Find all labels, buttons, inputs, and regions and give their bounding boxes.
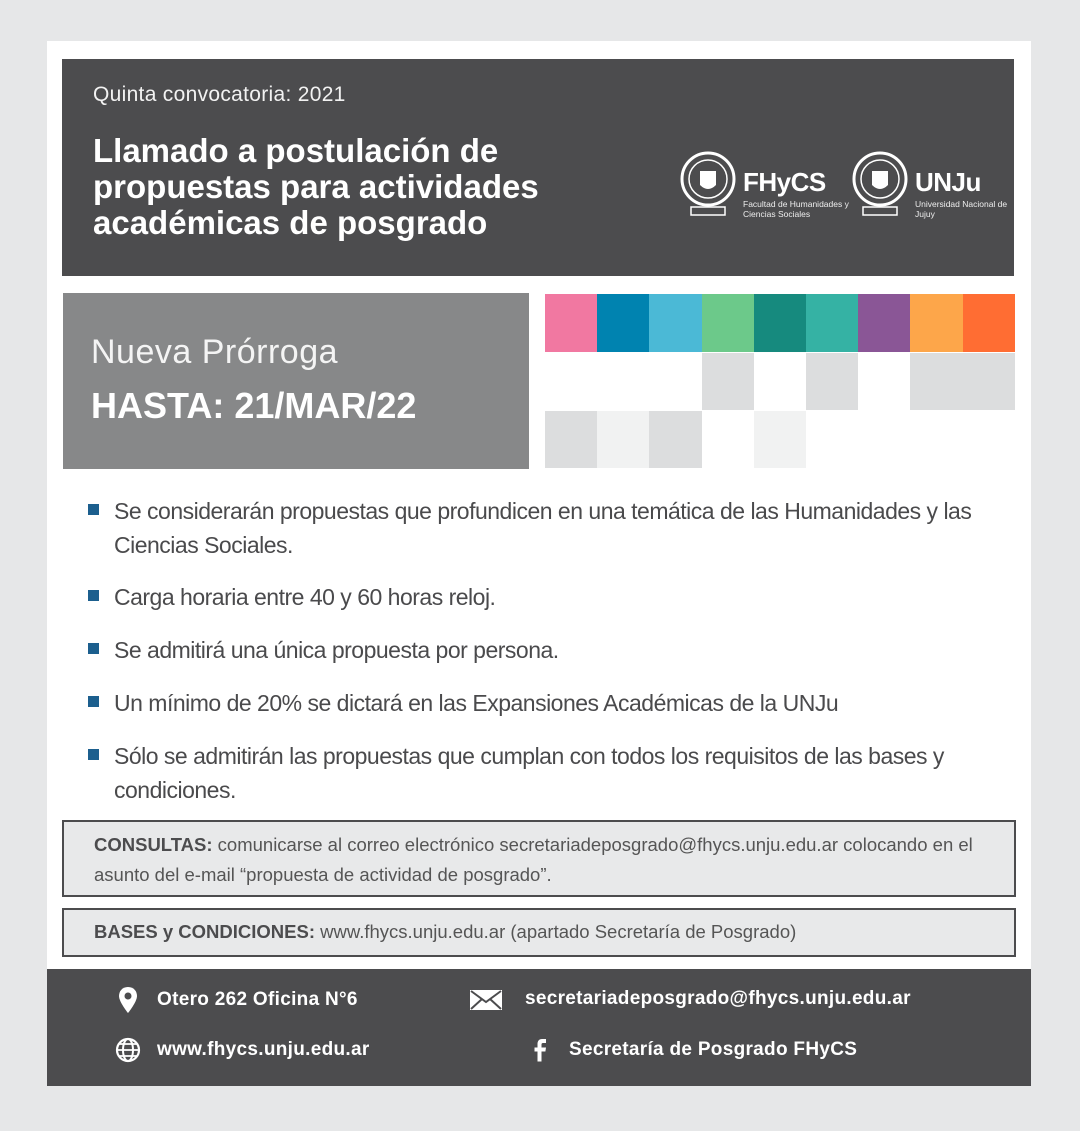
facebook-icon <box>525 1035 555 1065</box>
list-item: Carga horaria entre 40 y 60 horas reloj. <box>88 580 1018 633</box>
list-item: Se admitirá una única propuesta por persona. <box>88 633 1018 686</box>
mosaic-tile <box>649 411 701 468</box>
university-seal-icon <box>679 149 737 221</box>
institution-logos <box>679 147 1008 225</box>
deadline-date: HASTA: 21/MAR/22 <box>91 385 417 426</box>
contact-footer <box>47 969 1031 1086</box>
mosaic-tile <box>597 294 649 352</box>
mosaic-tile <box>754 411 806 468</box>
list-item: Un mínimo de 20% se dictará en las Expansiones Académicas de la UNJu <box>88 686 1018 739</box>
envelope-icon <box>469 984 503 1014</box>
consultas-text: comunicarse al correo electrónico secretariadeposgrado@fhycs.unju.edu.ar colocando en el asunto del e-mail “propuesta de actividad de posgrado”. <box>94 834 973 885</box>
bullet-square-icon <box>88 504 99 515</box>
university-seal-icon <box>851 149 909 221</box>
consultas-box <box>62 820 1016 897</box>
list-item: Se considerarán propuestas que profundicen en una temática de las Humanidades y las Ciencias Sociales. <box>88 494 1018 566</box>
bases-box <box>62 908 1016 957</box>
facebook-text[interactable]: Secretaría de Posgrado FHyCS <box>569 1039 858 1060</box>
mosaic-tile <box>597 411 649 468</box>
bases-label: BASES y CONDICIONES: <box>94 921 316 942</box>
bases-text: www.fhycs.unju.edu.ar (apartado Secretaría de Posgrado) <box>315 921 797 942</box>
globe-icon <box>113 1035 143 1065</box>
bullet-square-icon <box>88 749 99 760</box>
convocatoria-kicker: Quinta convocatoria: 2021 <box>93 83 346 106</box>
unju-logo <box>851 147 1008 225</box>
fhycs-abbr: FHyCS <box>743 167 826 197</box>
mosaic-tile <box>806 294 858 352</box>
mosaic-tile <box>702 294 754 352</box>
fhycs-logo <box>679 147 849 225</box>
website-text[interactable]: www.fhycs.unju.edu.ar <box>157 1039 370 1060</box>
bullet-square-icon <box>88 590 99 601</box>
page-title: Llamado a postulación de propuestas para actividades académicas de posgrado <box>93 132 539 241</box>
mosaic-tile <box>754 294 806 352</box>
email-text[interactable]: secretariadeposgrado@fhycs.unju.edu.ar <box>525 988 911 1009</box>
mosaic-tile <box>806 353 858 410</box>
mosaic-tile <box>858 294 910 352</box>
header-banner <box>62 59 1014 276</box>
unju-abbr: UNJu <box>915 167 981 197</box>
deadline-panel <box>63 293 529 469</box>
consultas-label: CONSULTAS: <box>94 834 213 855</box>
mosaic-tile <box>702 353 754 410</box>
mosaic-tile <box>910 294 962 352</box>
fhycs-fullname: Facultad de Humanidades y Ciencias Sociales <box>743 199 849 219</box>
mosaic-tile <box>963 353 1015 410</box>
bullet-square-icon <box>88 643 99 654</box>
mosaic-tile <box>649 294 701 352</box>
requirements-list <box>88 494 1018 811</box>
extension-label: Nueva Prórroga <box>91 333 339 371</box>
color-mosaic <box>545 294 1015 470</box>
mosaic-tile <box>545 294 597 352</box>
mosaic-tile <box>545 411 597 468</box>
location-pin-icon <box>113 985 143 1015</box>
bullet-square-icon <box>88 696 99 707</box>
list-item: Sólo se admitirán las propuestas que cumplan con todos los requisitos de las bases y condiciones. <box>88 739 1018 811</box>
address-text: Otero 262 Oficina N°6 <box>157 989 358 1010</box>
mosaic-tile <box>963 294 1015 352</box>
unju-fullname: Universidad Nacional de Jujuy <box>915 199 1008 219</box>
mosaic-tile <box>910 353 962 410</box>
